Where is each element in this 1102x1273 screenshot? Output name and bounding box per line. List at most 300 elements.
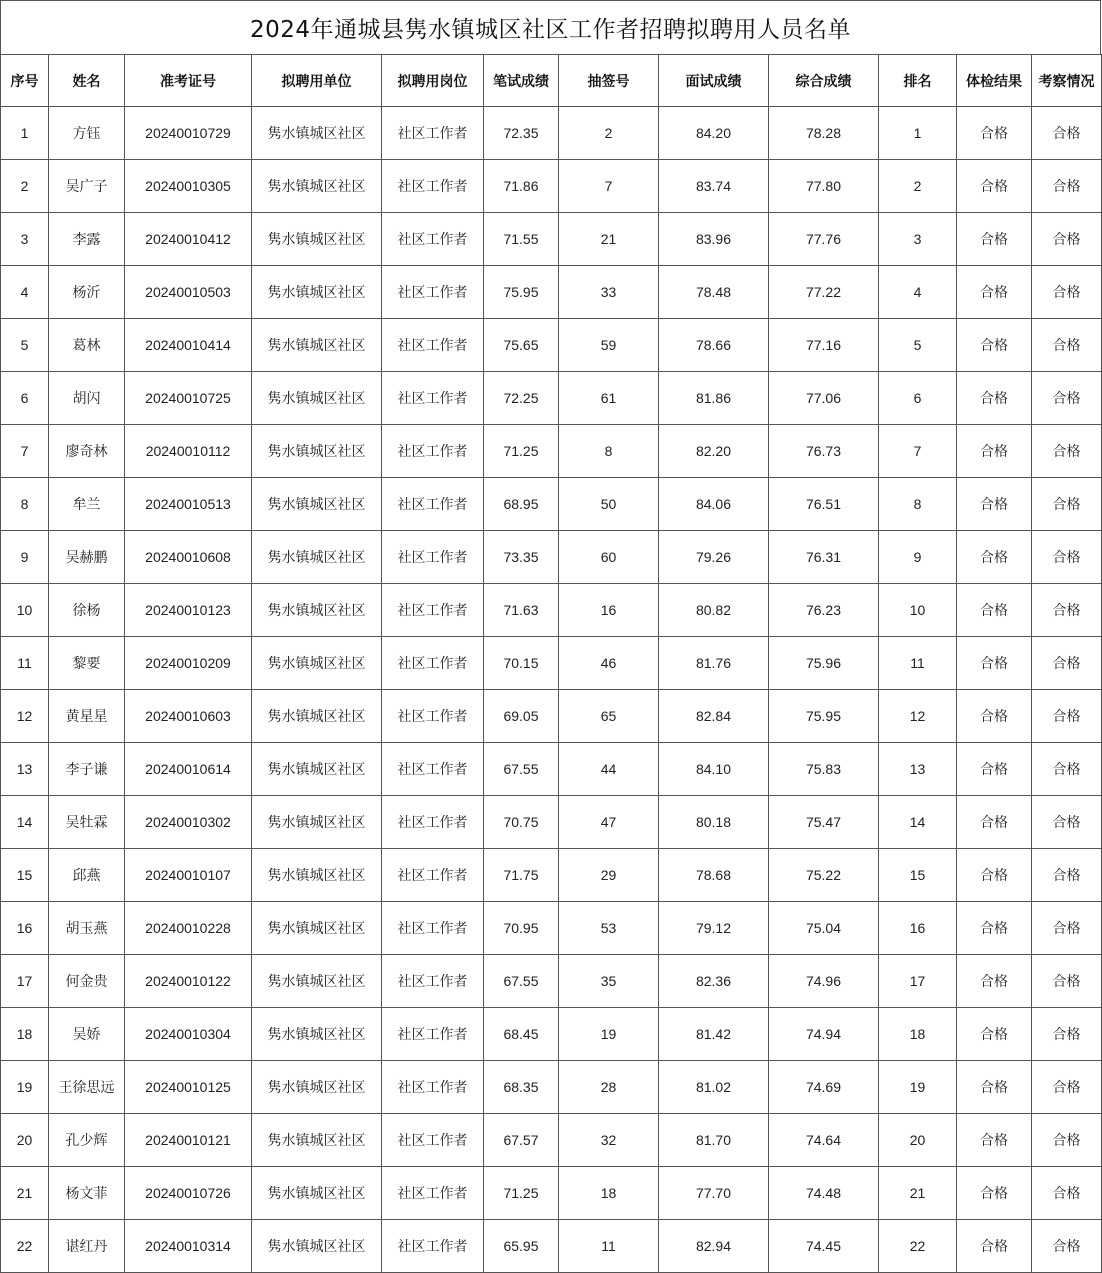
cell-position: 社区工作者: [382, 796, 484, 849]
header-medical-result: 体检结果: [957, 55, 1032, 107]
cell-written-score: 65.95: [484, 1220, 559, 1273]
cell-interview-score: 83.74: [659, 160, 769, 213]
cell-rank: 8: [879, 478, 957, 531]
table-header-row: [1, 55, 1102, 107]
cell-position: 社区工作者: [382, 1220, 484, 1273]
cell-draw-number: 2: [559, 107, 659, 160]
cell-index: 5: [1, 319, 49, 372]
table-row: [1, 478, 1102, 531]
cell-total-score: 75.04: [769, 902, 879, 955]
cell-draw-number: 28: [559, 1061, 659, 1114]
cell-ticket-number: 20240010121: [125, 1114, 252, 1167]
cell-draw-number: 32: [559, 1114, 659, 1167]
cell-index: 17: [1, 955, 49, 1008]
header-ticket-number: 准考证号: [125, 55, 252, 107]
cell-position: 社区工作者: [382, 1167, 484, 1220]
cell-inspection-result: 合格: [1032, 1114, 1102, 1167]
cell-inspection-result: 合格: [1032, 1061, 1102, 1114]
table-row: [1, 584, 1102, 637]
cell-medical-result: 合格: [957, 743, 1032, 796]
cell-name: 吴牡霖: [49, 796, 125, 849]
table-row: [1, 690, 1102, 743]
cell-index: 22: [1, 1220, 49, 1273]
cell-written-score: 75.95: [484, 266, 559, 319]
cell-ticket-number: 20240010107: [125, 849, 252, 902]
cell-total-score: 76.51: [769, 478, 879, 531]
cell-written-score: 71.25: [484, 425, 559, 478]
cell-ticket-number: 20240010603: [125, 690, 252, 743]
cell-medical-result: 合格: [957, 372, 1032, 425]
cell-interview-score: 79.12: [659, 902, 769, 955]
cell-name: 邱燕: [49, 849, 125, 902]
cell-total-score: 76.73: [769, 425, 879, 478]
cell-unit: 隽水镇城区社区: [252, 213, 382, 266]
cell-index: 9: [1, 531, 49, 584]
cell-ticket-number: 20240010503: [125, 266, 252, 319]
cell-written-score: 75.65: [484, 319, 559, 372]
cell-written-score: 69.05: [484, 690, 559, 743]
cell-index: 1: [1, 107, 49, 160]
cell-unit: 隽水镇城区社区: [252, 1114, 382, 1167]
cell-draw-number: 11: [559, 1220, 659, 1273]
cell-rank: 5: [879, 319, 957, 372]
header-unit: 拟聘用单位: [252, 55, 382, 107]
cell-medical-result: 合格: [957, 319, 1032, 372]
cell-medical-result: 合格: [957, 478, 1032, 531]
cell-medical-result: 合格: [957, 213, 1032, 266]
cell-name: 廖奇林: [49, 425, 125, 478]
cell-index: 12: [1, 690, 49, 743]
cell-index: 16: [1, 902, 49, 955]
cell-unit: 隽水镇城区社区: [252, 796, 382, 849]
document-title: 2024年通城县隽水镇城区社区工作者招聘拟聘用人员名单: [0, 0, 1101, 54]
cell-name: 牟兰: [49, 478, 125, 531]
cell-medical-result: 合格: [957, 955, 1032, 1008]
cell-interview-score: 83.96: [659, 213, 769, 266]
cell-inspection-result: 合格: [1032, 637, 1102, 690]
cell-name: 李子谦: [49, 743, 125, 796]
cell-unit: 隽水镇城区社区: [252, 1008, 382, 1061]
cell-medical-result: 合格: [957, 796, 1032, 849]
cell-interview-score: 81.86: [659, 372, 769, 425]
table-row: [1, 849, 1102, 902]
cell-index: 20: [1, 1114, 49, 1167]
table-row: [1, 1008, 1102, 1061]
cell-position: 社区工作者: [382, 584, 484, 637]
cell-name: 方钰: [49, 107, 125, 160]
cell-unit: 隽水镇城区社区: [252, 160, 382, 213]
cell-medical-result: 合格: [957, 1061, 1032, 1114]
cell-ticket-number: 20240010314: [125, 1220, 252, 1273]
cell-written-score: 68.35: [484, 1061, 559, 1114]
cell-draw-number: 35: [559, 955, 659, 1008]
cell-total-score: 75.95: [769, 690, 879, 743]
cell-inspection-result: 合格: [1032, 160, 1102, 213]
cell-position: 社区工作者: [382, 160, 484, 213]
cell-medical-result: 合格: [957, 107, 1032, 160]
cell-interview-score: 80.82: [659, 584, 769, 637]
cell-written-score: 71.75: [484, 849, 559, 902]
cell-rank: 14: [879, 796, 957, 849]
cell-total-score: 74.64: [769, 1114, 879, 1167]
cell-total-score: 77.22: [769, 266, 879, 319]
table-body: [1, 107, 1102, 1273]
cell-draw-number: 7: [559, 160, 659, 213]
cell-medical-result: 合格: [957, 1114, 1032, 1167]
cell-position: 社区工作者: [382, 372, 484, 425]
cell-draw-number: 47: [559, 796, 659, 849]
cell-position: 社区工作者: [382, 478, 484, 531]
cell-interview-score: 84.06: [659, 478, 769, 531]
cell-written-score: 67.55: [484, 743, 559, 796]
table-row: [1, 372, 1102, 425]
cell-ticket-number: 20240010725: [125, 372, 252, 425]
cell-rank: 11: [879, 637, 957, 690]
cell-name: 胡玉燕: [49, 902, 125, 955]
cell-inspection-result: 合格: [1032, 849, 1102, 902]
cell-total-score: 75.47: [769, 796, 879, 849]
cell-ticket-number: 20240010304: [125, 1008, 252, 1061]
cell-index: 21: [1, 1167, 49, 1220]
cell-position: 社区工作者: [382, 425, 484, 478]
table-row: [1, 1220, 1102, 1273]
cell-interview-score: 78.68: [659, 849, 769, 902]
header-name: 姓名: [49, 55, 125, 107]
cell-written-score: 67.55: [484, 955, 559, 1008]
cell-unit: 隽水镇城区社区: [252, 637, 382, 690]
cell-rank: 9: [879, 531, 957, 584]
cell-draw-number: 46: [559, 637, 659, 690]
cell-position: 社区工作者: [382, 849, 484, 902]
cell-name: 徐杨: [49, 584, 125, 637]
cell-unit: 隽水镇城区社区: [252, 1220, 382, 1273]
cell-draw-number: 16: [559, 584, 659, 637]
cell-unit: 隽水镇城区社区: [252, 955, 382, 1008]
cell-name: 黄星星: [49, 690, 125, 743]
table-row: [1, 425, 1102, 478]
cell-ticket-number: 20240010608: [125, 531, 252, 584]
cell-draw-number: 59: [559, 319, 659, 372]
cell-position: 社区工作者: [382, 266, 484, 319]
cell-index: 15: [1, 849, 49, 902]
cell-interview-score: 82.84: [659, 690, 769, 743]
cell-draw-number: 33: [559, 266, 659, 319]
cell-total-score: 74.69: [769, 1061, 879, 1114]
header-draw-number: 抽签号: [559, 55, 659, 107]
cell-medical-result: 合格: [957, 584, 1032, 637]
cell-ticket-number: 20240010412: [125, 213, 252, 266]
cell-ticket-number: 20240010228: [125, 902, 252, 955]
cell-unit: 隽水镇城区社区: [252, 743, 382, 796]
table-row: [1, 1114, 1102, 1167]
table-row: [1, 743, 1102, 796]
cell-unit: 隽水镇城区社区: [252, 531, 382, 584]
cell-interview-score: 79.26: [659, 531, 769, 584]
cell-unit: 隽水镇城区社区: [252, 266, 382, 319]
table-row: [1, 266, 1102, 319]
cell-written-score: 67.57: [484, 1114, 559, 1167]
cell-written-score: 72.25: [484, 372, 559, 425]
cell-total-score: 75.83: [769, 743, 879, 796]
cell-name: 黎要: [49, 637, 125, 690]
cell-medical-result: 合格: [957, 531, 1032, 584]
cell-position: 社区工作者: [382, 319, 484, 372]
cell-draw-number: 29: [559, 849, 659, 902]
cell-rank: 19: [879, 1061, 957, 1114]
cell-name: 李露: [49, 213, 125, 266]
cell-written-score: 70.75: [484, 796, 559, 849]
cell-inspection-result: 合格: [1032, 107, 1102, 160]
cell-interview-score: 82.94: [659, 1220, 769, 1273]
cell-index: 13: [1, 743, 49, 796]
cell-inspection-result: 合格: [1032, 690, 1102, 743]
cell-written-score: 70.95: [484, 902, 559, 955]
cell-written-score: 68.45: [484, 1008, 559, 1061]
cell-name: 葛林: [49, 319, 125, 372]
hiring-roster-table: [0, 54, 1102, 1273]
cell-rank: 10: [879, 584, 957, 637]
cell-name: 吴赫鹏: [49, 531, 125, 584]
cell-position: 社区工作者: [382, 637, 484, 690]
cell-total-score: 75.22: [769, 849, 879, 902]
cell-position: 社区工作者: [382, 213, 484, 266]
cell-inspection-result: 合格: [1032, 1220, 1102, 1273]
cell-written-score: 71.86: [484, 160, 559, 213]
cell-draw-number: 19: [559, 1008, 659, 1061]
cell-name: 吴娇: [49, 1008, 125, 1061]
cell-total-score: 76.31: [769, 531, 879, 584]
cell-draw-number: 8: [559, 425, 659, 478]
cell-interview-score: 84.10: [659, 743, 769, 796]
cell-inspection-result: 合格: [1032, 796, 1102, 849]
table-row: [1, 1061, 1102, 1114]
header-index: 序号: [1, 55, 49, 107]
cell-index: 11: [1, 637, 49, 690]
cell-position: 社区工作者: [382, 690, 484, 743]
cell-name: 王徐思远: [49, 1061, 125, 1114]
table-row: [1, 902, 1102, 955]
cell-rank: 4: [879, 266, 957, 319]
cell-inspection-result: 合格: [1032, 1008, 1102, 1061]
cell-ticket-number: 20240010112: [125, 425, 252, 478]
cell-interview-score: 81.42: [659, 1008, 769, 1061]
cell-inspection-result: 合格: [1032, 584, 1102, 637]
cell-total-score: 76.23: [769, 584, 879, 637]
cell-medical-result: 合格: [957, 266, 1032, 319]
cell-position: 社区工作者: [382, 955, 484, 1008]
cell-draw-number: 50: [559, 478, 659, 531]
header-rank: 排名: [879, 55, 957, 107]
cell-medical-result: 合格: [957, 425, 1032, 478]
table-row: [1, 319, 1102, 372]
cell-inspection-result: 合格: [1032, 372, 1102, 425]
cell-name: 谌红丹: [49, 1220, 125, 1273]
cell-interview-score: 81.02: [659, 1061, 769, 1114]
cell-medical-result: 合格: [957, 1220, 1032, 1273]
cell-unit: 隽水镇城区社区: [252, 319, 382, 372]
cell-position: 社区工作者: [382, 743, 484, 796]
cell-rank: 16: [879, 902, 957, 955]
cell-index: 3: [1, 213, 49, 266]
cell-name: 吴广子: [49, 160, 125, 213]
cell-interview-score: 81.70: [659, 1114, 769, 1167]
cell-inspection-result: 合格: [1032, 531, 1102, 584]
cell-inspection-result: 合格: [1032, 319, 1102, 372]
cell-total-score: 74.94: [769, 1008, 879, 1061]
cell-index: 2: [1, 160, 49, 213]
cell-position: 社区工作者: [382, 1008, 484, 1061]
table-row: [1, 531, 1102, 584]
cell-medical-result: 合格: [957, 1008, 1032, 1061]
cell-interview-score: 82.20: [659, 425, 769, 478]
cell-total-score: 77.06: [769, 372, 879, 425]
cell-index: 14: [1, 796, 49, 849]
cell-index: 8: [1, 478, 49, 531]
cell-unit: 隽水镇城区社区: [252, 902, 382, 955]
table-row: [1, 796, 1102, 849]
cell-rank: 1: [879, 107, 957, 160]
cell-inspection-result: 合格: [1032, 425, 1102, 478]
cell-total-score: 74.96: [769, 955, 879, 1008]
cell-rank: 12: [879, 690, 957, 743]
table-row: [1, 637, 1102, 690]
cell-inspection-result: 合格: [1032, 743, 1102, 796]
cell-total-score: 77.80: [769, 160, 879, 213]
cell-index: 6: [1, 372, 49, 425]
cell-name: 何金贵: [49, 955, 125, 1008]
cell-draw-number: 21: [559, 213, 659, 266]
cell-inspection-result: 合格: [1032, 478, 1102, 531]
cell-index: 7: [1, 425, 49, 478]
cell-unit: 隽水镇城区社区: [252, 1167, 382, 1220]
cell-medical-result: 合格: [957, 849, 1032, 902]
table-row: [1, 1167, 1102, 1220]
cell-index: 4: [1, 266, 49, 319]
cell-index: 19: [1, 1061, 49, 1114]
cell-unit: 隽水镇城区社区: [252, 425, 382, 478]
cell-interview-score: 84.20: [659, 107, 769, 160]
table-row: [1, 107, 1102, 160]
cell-draw-number: 18: [559, 1167, 659, 1220]
cell-total-score: 75.96: [769, 637, 879, 690]
cell-medical-result: 合格: [957, 637, 1032, 690]
cell-position: 社区工作者: [382, 531, 484, 584]
table-row: [1, 955, 1102, 1008]
cell-rank: 15: [879, 849, 957, 902]
cell-draw-number: 60: [559, 531, 659, 584]
cell-rank: 22: [879, 1220, 957, 1273]
cell-name: 杨文菲: [49, 1167, 125, 1220]
cell-ticket-number: 20240010614: [125, 743, 252, 796]
cell-inspection-result: 合格: [1032, 902, 1102, 955]
cell-ticket-number: 20240010302: [125, 796, 252, 849]
cell-written-score: 72.35: [484, 107, 559, 160]
cell-interview-score: 81.76: [659, 637, 769, 690]
cell-rank: 18: [879, 1008, 957, 1061]
cell-total-score: 74.48: [769, 1167, 879, 1220]
cell-total-score: 77.76: [769, 213, 879, 266]
cell-interview-score: 80.18: [659, 796, 769, 849]
cell-written-score: 70.15: [484, 637, 559, 690]
cell-rank: 17: [879, 955, 957, 1008]
cell-total-score: 74.45: [769, 1220, 879, 1273]
cell-rank: 13: [879, 743, 957, 796]
cell-rank: 21: [879, 1167, 957, 1220]
cell-draw-number: 44: [559, 743, 659, 796]
cell-inspection-result: 合格: [1032, 213, 1102, 266]
cell-interview-score: 78.66: [659, 319, 769, 372]
cell-rank: 6: [879, 372, 957, 425]
cell-medical-result: 合格: [957, 1167, 1032, 1220]
cell-name: 杨沂: [49, 266, 125, 319]
cell-unit: 隽水镇城区社区: [252, 849, 382, 902]
cell-ticket-number: 20240010726: [125, 1167, 252, 1220]
cell-ticket-number: 20240010122: [125, 955, 252, 1008]
cell-unit: 隽水镇城区社区: [252, 1061, 382, 1114]
cell-position: 社区工作者: [382, 902, 484, 955]
cell-total-score: 78.28: [769, 107, 879, 160]
cell-index: 10: [1, 584, 49, 637]
cell-ticket-number: 20240010513: [125, 478, 252, 531]
cell-total-score: 77.16: [769, 319, 879, 372]
cell-index: 18: [1, 1008, 49, 1061]
cell-written-score: 68.95: [484, 478, 559, 531]
cell-name: 孔少辉: [49, 1114, 125, 1167]
cell-interview-score: 77.70: [659, 1167, 769, 1220]
cell-position: 社区工作者: [382, 1114, 484, 1167]
cell-written-score: 71.63: [484, 584, 559, 637]
cell-unit: 隽水镇城区社区: [252, 584, 382, 637]
cell-rank: 3: [879, 213, 957, 266]
cell-interview-score: 82.36: [659, 955, 769, 1008]
cell-medical-result: 合格: [957, 160, 1032, 213]
cell-inspection-result: 合格: [1032, 955, 1102, 1008]
cell-rank: 7: [879, 425, 957, 478]
cell-inspection-result: 合格: [1032, 1167, 1102, 1220]
cell-rank: 20: [879, 1114, 957, 1167]
cell-interview-score: 78.48: [659, 266, 769, 319]
cell-unit: 隽水镇城区社区: [252, 690, 382, 743]
cell-unit: 隽水镇城区社区: [252, 107, 382, 160]
header-total-score: 综合成绩: [769, 55, 879, 107]
cell-inspection-result: 合格: [1032, 266, 1102, 319]
cell-ticket-number: 20240010125: [125, 1061, 252, 1114]
table-row: [1, 213, 1102, 266]
cell-medical-result: 合格: [957, 690, 1032, 743]
cell-name: 胡闪: [49, 372, 125, 425]
cell-rank: 2: [879, 160, 957, 213]
header-interview-score: 面试成绩: [659, 55, 769, 107]
cell-draw-number: 53: [559, 902, 659, 955]
cell-written-score: 71.55: [484, 213, 559, 266]
cell-position: 社区工作者: [382, 1061, 484, 1114]
cell-ticket-number: 20240010123: [125, 584, 252, 637]
cell-draw-number: 65: [559, 690, 659, 743]
header-written-score: 笔试成绩: [484, 55, 559, 107]
cell-ticket-number: 20240010729: [125, 107, 252, 160]
cell-medical-result: 合格: [957, 902, 1032, 955]
cell-ticket-number: 20240010305: [125, 160, 252, 213]
header-inspection-result: 考察情况: [1032, 55, 1102, 107]
cell-written-score: 73.35: [484, 531, 559, 584]
cell-unit: 隽水镇城区社区: [252, 372, 382, 425]
header-position: 拟聘用岗位: [382, 55, 484, 107]
cell-written-score: 71.25: [484, 1167, 559, 1220]
cell-draw-number: 61: [559, 372, 659, 425]
table-row: [1, 160, 1102, 213]
cell-ticket-number: 20240010209: [125, 637, 252, 690]
cell-ticket-number: 20240010414: [125, 319, 252, 372]
